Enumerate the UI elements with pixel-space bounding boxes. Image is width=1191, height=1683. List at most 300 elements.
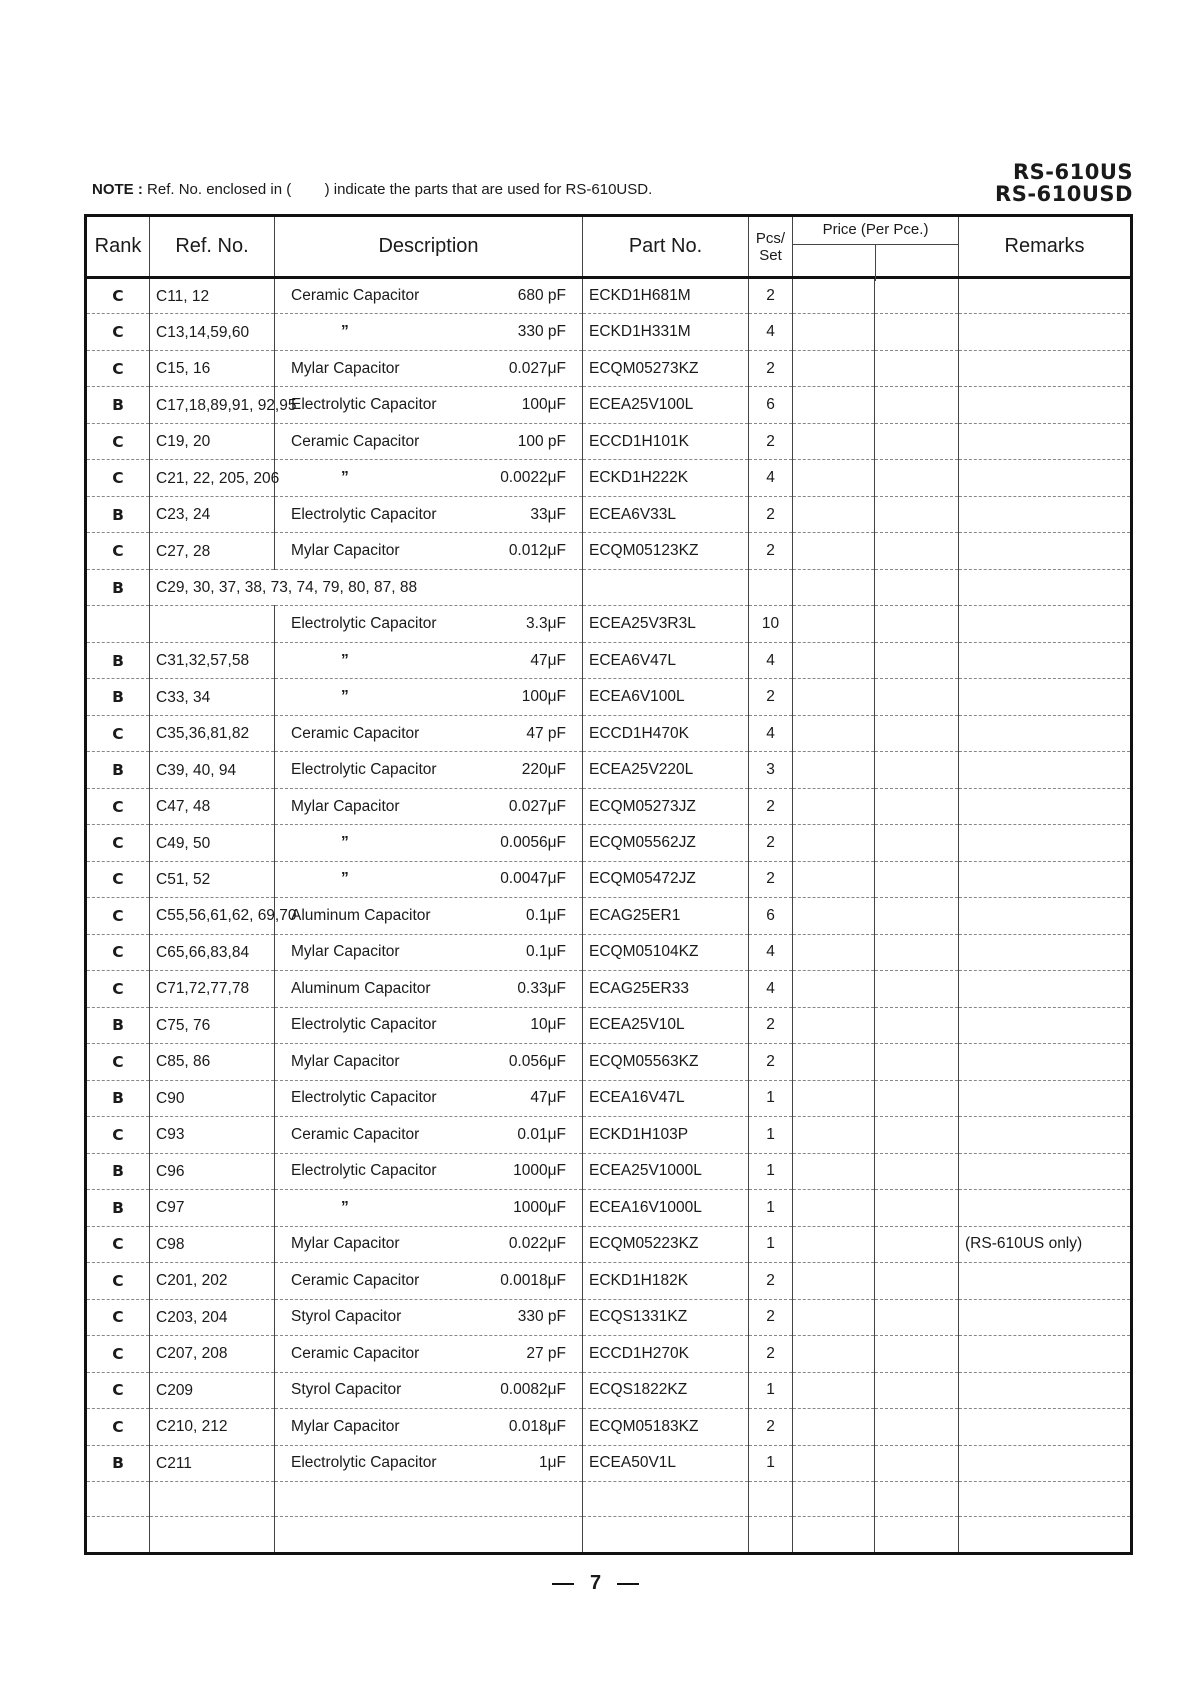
table-row	[86, 1226, 1132, 1262]
price-cell	[875, 715, 959, 751]
description-text: Electrolytic Capacitor	[291, 615, 437, 633]
pcs-cell: 1	[749, 1190, 793, 1226]
description-text: Ceramic Capacitor	[291, 1125, 420, 1143]
pcs-cell: 2	[749, 496, 793, 532]
table-row	[86, 971, 1132, 1007]
price-cell	[793, 314, 875, 350]
table-row	[86, 569, 1132, 605]
rank-cell: C	[86, 898, 150, 934]
value-text: 680 pF	[517, 287, 566, 305]
ref-no-cell: C98	[150, 1226, 275, 1262]
ref-no-cell: C33, 34	[150, 679, 275, 715]
empty-cell	[150, 1517, 275, 1554]
description-cell	[275, 898, 583, 934]
ref-no-cell: C209	[150, 1372, 275, 1408]
ref-no-cell: C11, 12	[150, 278, 275, 314]
price-cell	[793, 898, 875, 934]
value-text: 1μF	[538, 1454, 566, 1472]
empty-cell	[959, 1517, 1132, 1554]
remarks-cell	[959, 788, 1132, 824]
value-text: 100μF	[521, 688, 566, 706]
pcs-cell: 10	[749, 606, 793, 642]
pcs-cell: 1	[749, 1080, 793, 1116]
pcs-cell	[749, 569, 793, 605]
description-cell	[275, 971, 583, 1007]
description-cell	[275, 752, 583, 788]
price-cell	[793, 861, 875, 897]
description-text: Mylar Capacitor	[291, 359, 400, 377]
remarks-cell	[959, 1299, 1132, 1335]
pcs-cell: 4	[749, 971, 793, 1007]
ref-no-cell: C19, 20	[150, 423, 275, 459]
table-row	[86, 1190, 1132, 1226]
empty-cell	[275, 1517, 583, 1554]
empty-cell	[749, 1481, 793, 1516]
description-cell	[275, 350, 583, 386]
part-no-cell: ECQM05472JZ	[583, 861, 749, 897]
rank-cell: C	[86, 825, 150, 861]
value-text: 0.027μF	[508, 359, 566, 377]
part-no-cell: ECEA25V100L	[583, 387, 749, 423]
value-text: 330 pF	[517, 1308, 566, 1326]
part-no-cell: ECKD1H103P	[583, 1117, 749, 1153]
price-cell	[793, 642, 875, 678]
remarks-cell	[959, 679, 1132, 715]
price-cell	[793, 1409, 875, 1445]
description-cell	[275, 314, 583, 350]
part-no-cell: ECKD1H222K	[583, 460, 749, 496]
table-row	[86, 715, 1132, 751]
ref-no-cell: C35,36,81,82	[150, 715, 275, 751]
description-cell	[275, 460, 583, 496]
ref-no-cell: C65,66,83,84	[150, 934, 275, 970]
value-text: 0.01μF	[517, 1125, 566, 1143]
pcs-cell: 4	[749, 934, 793, 970]
empty-cell	[583, 1517, 749, 1554]
table-row	[86, 898, 1132, 934]
price-cell	[793, 1080, 875, 1116]
description-text: Electrolytic Capacitor	[291, 396, 437, 414]
empty-cell	[86, 1517, 150, 1554]
remarks-cell	[959, 825, 1132, 861]
remarks-cell	[959, 1445, 1132, 1481]
price-cell	[875, 1117, 959, 1153]
rank-cell: C	[86, 715, 150, 751]
table-row	[86, 1153, 1132, 1189]
remarks-cell	[959, 1372, 1132, 1408]
ref-no-cell: C75, 76	[150, 1007, 275, 1043]
part-no-cell: ECAG25ER1	[583, 898, 749, 934]
ref-no-cell: C210, 212	[150, 1409, 275, 1445]
price-cell	[793, 825, 875, 861]
remarks-cell	[959, 934, 1132, 970]
table-row	[86, 1044, 1132, 1080]
rank-cell: B	[86, 679, 150, 715]
pcs-cell: 2	[749, 1263, 793, 1299]
ref-no-cell: C49, 50	[150, 825, 275, 861]
description-cell	[275, 1299, 583, 1335]
description-text: Electrolytic Capacitor	[291, 505, 437, 523]
pcs-cell: 1	[749, 1372, 793, 1408]
rank-cell: C	[86, 788, 150, 824]
pcs-cell: 6	[749, 898, 793, 934]
description-cell	[275, 1153, 583, 1189]
ref-no-cell: C17,18,89,91, 92,95	[150, 387, 275, 423]
part-no-cell: ECQM05104KZ	[583, 934, 749, 970]
description-text: Ceramic Capacitor	[291, 432, 420, 450]
part-no-cell: ECEA25V3R3L	[583, 606, 749, 642]
description-text: Mylar Capacitor	[291, 542, 400, 560]
empty-cell	[793, 1481, 875, 1516]
pcs-cell: 2	[749, 423, 793, 459]
description-text: Ceramic Capacitor	[291, 724, 420, 742]
description-text: Aluminum Capacitor	[291, 979, 431, 997]
ref-no-cell: C207, 208	[150, 1336, 275, 1372]
value-text: 100μF	[521, 396, 566, 414]
price-label: Price (Per Pce.)	[822, 221, 929, 238]
ref-no-cell: C27, 28	[150, 533, 275, 569]
description-cell	[275, 679, 583, 715]
pcs-cell: 2	[749, 533, 793, 569]
remarks-cell	[959, 861, 1132, 897]
value-text: 0.022μF	[508, 1235, 566, 1253]
price-cell	[875, 460, 959, 496]
value-text: 33μF	[530, 505, 566, 523]
rank-cell: B	[86, 1007, 150, 1043]
ref-no-cell: C96	[150, 1153, 275, 1189]
table-row	[86, 387, 1132, 423]
price-cell	[875, 642, 959, 678]
value-text: 0.027μF	[508, 797, 566, 815]
description-text: ”	[341, 834, 349, 851]
empty-cell	[275, 1481, 583, 1516]
description-text: Ceramic Capacitor	[291, 287, 420, 305]
ref-no-cell: C15, 16	[150, 350, 275, 386]
rank-cell: C	[86, 1336, 150, 1372]
price-cell	[875, 533, 959, 569]
rank-cell: B	[86, 1190, 150, 1226]
empty-cell	[749, 1517, 793, 1554]
rank-cell: C	[86, 314, 150, 350]
value-text: 100 pF	[517, 432, 566, 450]
part-no-cell: ECKD1H331M	[583, 314, 749, 350]
rank-cell: C	[86, 1409, 150, 1445]
table-row	[86, 1299, 1132, 1335]
price-cell	[875, 1044, 959, 1080]
price-cell	[875, 569, 959, 605]
note-label: NOTE :	[92, 181, 143, 198]
price-cell	[793, 1336, 875, 1372]
column-header-price	[793, 216, 959, 278]
ref-no-cell: C85, 86	[150, 1044, 275, 1080]
description-text: Styrol Capacitor	[291, 1308, 402, 1326]
set-label: Set	[759, 246, 782, 264]
part-no-cell: ECAG25ER33	[583, 971, 749, 1007]
price-cell	[875, 496, 959, 532]
price-cell	[875, 934, 959, 970]
table-row	[86, 861, 1132, 897]
rank-cell: C	[86, 1372, 150, 1408]
rank-cell: B	[86, 569, 150, 605]
remarks-cell	[959, 1117, 1132, 1153]
ref-no-cell: C31,32,57,58	[150, 642, 275, 678]
price-cell	[875, 971, 959, 1007]
description-cell	[275, 861, 583, 897]
pcs-cell: 2	[749, 278, 793, 314]
description-text: ”	[341, 469, 349, 487]
value-text: 0.0082μF	[500, 1381, 566, 1399]
price-cell	[793, 934, 875, 970]
pcs-cell: 2	[749, 1044, 793, 1080]
remarks-cell	[959, 387, 1132, 423]
price-cell	[875, 1007, 959, 1043]
empty-cell	[875, 1517, 959, 1554]
table-row	[86, 350, 1132, 386]
part-no-cell: ECKD1H182K	[583, 1263, 749, 1299]
empty-cell	[150, 1481, 275, 1516]
table-row	[86, 496, 1132, 532]
description-text: Aluminum Capacitor	[291, 906, 431, 924]
price-cell	[875, 1372, 959, 1408]
ref-no-cell: C47, 48	[150, 788, 275, 824]
description-text: ”	[341, 870, 349, 888]
pcs-label: Pcs/	[755, 229, 786, 247]
price-cell	[793, 715, 875, 751]
part-no-cell: ECEA6V100L	[583, 679, 749, 715]
part-no-cell: ECEA16V1000L	[583, 1190, 749, 1226]
part-no-cell: ECEA16V47L	[583, 1080, 749, 1116]
description-cell	[275, 934, 583, 970]
remarks-cell	[959, 642, 1132, 678]
ref-no-cell: C93	[150, 1117, 275, 1153]
value-text: 330 pF	[517, 323, 566, 341]
description-cell	[275, 715, 583, 751]
page-number: 7	[589, 1572, 602, 1594]
remarks-cell	[959, 350, 1132, 386]
value-text: 47μF	[530, 1089, 566, 1107]
ref-no-cell: C29, 30, 37, 38, 73, 74, 79, 80, 87, 88	[150, 569, 583, 605]
price-cell	[793, 1445, 875, 1481]
price-cell	[875, 314, 959, 350]
description-cell	[275, 1226, 583, 1262]
description-text: Ceramic Capacitor	[291, 1344, 420, 1362]
part-no-cell: ECEA25V10L	[583, 1007, 749, 1043]
description-text: Mylar Capacitor	[291, 797, 400, 815]
value-text: 0.0018μF	[500, 1271, 566, 1289]
value-text: 10μF	[530, 1016, 566, 1034]
pcs-cell: 2	[749, 861, 793, 897]
table-row	[86, 1263, 1132, 1299]
rank-cell: B	[86, 642, 150, 678]
pcs-cell: 2	[749, 1007, 793, 1043]
ref-no-cell: C51, 52	[150, 861, 275, 897]
remarks-cell	[959, 752, 1132, 788]
part-no-cell: ECQS1331KZ	[583, 1299, 749, 1335]
table-row	[86, 314, 1132, 350]
column-header-part-no: Part No.	[583, 216, 749, 278]
price-cell	[875, 423, 959, 459]
price-cell	[793, 569, 875, 605]
column-header-remarks: Remarks	[959, 216, 1132, 278]
price-cell	[875, 788, 959, 824]
pcs-cell: 3	[749, 752, 793, 788]
price-cell	[793, 533, 875, 569]
remarks-cell	[959, 1409, 1132, 1445]
value-text: 0.018μF	[508, 1417, 566, 1435]
pcs-cell: 1	[749, 1445, 793, 1481]
remarks-cell	[959, 460, 1132, 496]
part-no-cell: ECQM05123KZ	[583, 533, 749, 569]
price-cell	[875, 1153, 959, 1189]
price-cell	[793, 1007, 875, 1043]
value-text: 0.0022μF	[500, 469, 566, 487]
rank-cell: C	[86, 533, 150, 569]
price-cell	[875, 1445, 959, 1481]
value-text: 0.056μF	[508, 1052, 566, 1070]
pcs-cell: 2	[749, 679, 793, 715]
empty-row	[86, 1481, 1132, 1516]
description-text: Electrolytic Capacitor	[291, 761, 437, 779]
rank-cell: C	[86, 1117, 150, 1153]
ref-no-cell	[150, 606, 275, 642]
rank-cell: C	[86, 1299, 150, 1335]
rank-cell: B	[86, 1080, 150, 1116]
price-cell	[875, 1080, 959, 1116]
value-text: 47 pF	[526, 724, 566, 742]
price-cell	[793, 1044, 875, 1080]
price-cell	[793, 496, 875, 532]
rank-cell: B	[86, 387, 150, 423]
description-cell	[275, 533, 583, 569]
parts-table	[84, 214, 1133, 1555]
remarks-cell	[959, 1336, 1132, 1372]
ref-no-cell: C23, 24	[150, 496, 275, 532]
table-row	[86, 1445, 1132, 1481]
value-text: 0.0047μF	[500, 870, 566, 888]
price-cell	[875, 825, 959, 861]
rank-cell: C	[86, 350, 150, 386]
price-cell	[875, 350, 959, 386]
part-no-cell: ECQM05273JZ	[583, 788, 749, 824]
description-text: ”	[341, 1198, 349, 1216]
part-no-cell: ECQM05183KZ	[583, 1409, 749, 1445]
table-row	[86, 533, 1132, 569]
pcs-cell: 2	[749, 1409, 793, 1445]
description-text: Styrol Capacitor	[291, 1381, 402, 1399]
price-cell	[793, 1190, 875, 1226]
value-text: 3.3μF	[526, 615, 566, 633]
description-cell	[275, 642, 583, 678]
column-header-rank: Rank	[86, 216, 150, 278]
price-cell	[875, 1299, 959, 1335]
value-text: 220μF	[521, 761, 566, 779]
part-no-cell	[583, 569, 749, 605]
description-text: ”	[341, 688, 349, 706]
rank-cell: C	[86, 1226, 150, 1262]
remarks-cell	[959, 971, 1132, 1007]
column-header-pcs-set	[749, 216, 793, 278]
table-row	[86, 752, 1132, 788]
table-row	[86, 1372, 1132, 1408]
description-text: Electrolytic Capacitor	[291, 1016, 437, 1034]
rank-cell: C	[86, 1263, 150, 1299]
description-cell	[275, 387, 583, 423]
part-no-cell: ECQM05223KZ	[583, 1226, 749, 1262]
description-text: Electrolytic Capacitor	[291, 1089, 437, 1107]
rank-cell: C	[86, 971, 150, 1007]
rank-cell: C	[86, 934, 150, 970]
price-cell	[793, 423, 875, 459]
part-no-cell: ECQM05273KZ	[583, 350, 749, 386]
description-cell	[275, 606, 583, 642]
pcs-cell: 2	[749, 825, 793, 861]
description-text: Electrolytic Capacitor	[291, 1454, 437, 1472]
part-no-cell: ECCD1H101K	[583, 423, 749, 459]
value-text: 27 pF	[526, 1344, 566, 1362]
part-no-cell: ECEA6V33L	[583, 496, 749, 532]
ref-no-cell: C39, 40, 94	[150, 752, 275, 788]
dash-left	[552, 1583, 574, 1585]
table-row	[86, 1409, 1132, 1445]
remarks-cell	[959, 1153, 1132, 1189]
description-cell	[275, 1409, 583, 1445]
part-no-cell: ECKD1H681M	[583, 278, 749, 314]
pcs-cell: 4	[749, 314, 793, 350]
description-text: Mylar Capacitor	[291, 1417, 400, 1435]
remarks-cell	[959, 496, 1132, 532]
rank-cell: B	[86, 752, 150, 788]
pcs-cell: 4	[749, 642, 793, 678]
remarks-cell: (RS-610US only)	[959, 1226, 1132, 1262]
price-cell	[793, 278, 875, 314]
description-cell	[275, 1044, 583, 1080]
description-text: ”	[341, 323, 349, 341]
description-cell	[275, 423, 583, 459]
rank-cell: C	[86, 861, 150, 897]
price-cell	[875, 898, 959, 934]
description-cell	[275, 1263, 583, 1299]
price-cell	[875, 861, 959, 897]
rank-cell: C	[86, 460, 150, 496]
rank-cell: C	[86, 278, 150, 314]
price-cell	[875, 752, 959, 788]
empty-cell	[793, 1517, 875, 1554]
price-cell	[793, 387, 875, 423]
price-cell	[875, 1190, 959, 1226]
empty-row	[86, 1517, 1132, 1554]
pcs-cell: 2	[749, 1336, 793, 1372]
part-no-cell: ECEA25V1000L	[583, 1153, 749, 1189]
ref-no-cell: C211	[150, 1445, 275, 1481]
ref-no-cell: C71,72,77,78	[150, 971, 275, 1007]
price-cell	[793, 460, 875, 496]
value-text: 0.012μF	[508, 542, 566, 560]
description-cell	[275, 1190, 583, 1226]
rank-cell	[86, 606, 150, 642]
description-cell	[275, 1445, 583, 1481]
price-cell	[793, 788, 875, 824]
part-no-cell: ECEA25V220L	[583, 752, 749, 788]
note-line	[92, 181, 652, 198]
column-header-ref-no: Ref. No.	[150, 216, 275, 278]
part-no-cell: ECCD1H270K	[583, 1336, 749, 1372]
pcs-cell: 1	[749, 1117, 793, 1153]
rank-cell: B	[86, 496, 150, 532]
value-text: 1000μF	[513, 1198, 566, 1216]
pcs-cell: 4	[749, 460, 793, 496]
description-cell	[275, 1336, 583, 1372]
price-cell	[793, 752, 875, 788]
